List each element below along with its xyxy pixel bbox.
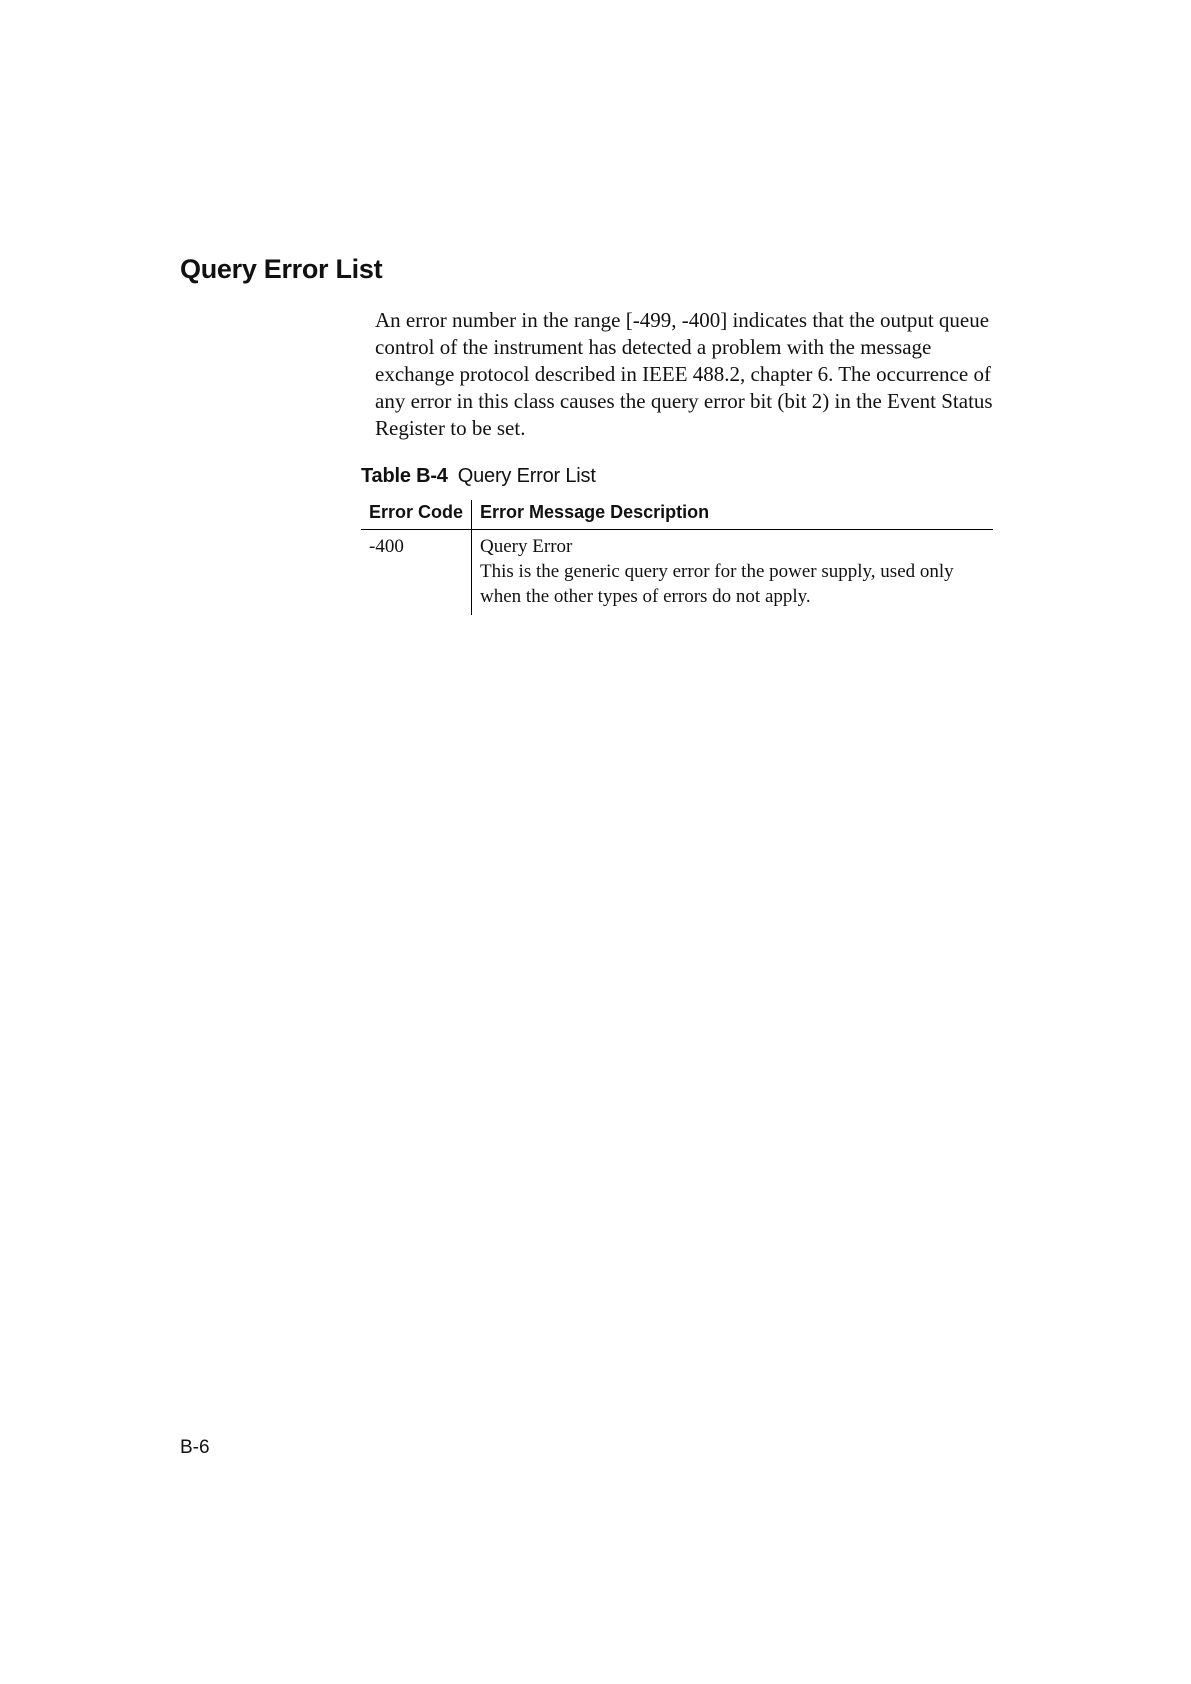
table-row (361, 530, 993, 616)
table-header-row (361, 500, 993, 530)
section-title: Query Error List (180, 254, 383, 284)
error-message-detail: This is the generic query error for the power supply, used only when the other types of errors do not apply. (480, 561, 954, 607)
error-message-name: Query Error (480, 536, 573, 557)
cell-error-code: -400 (369, 536, 404, 557)
query-error-table (361, 500, 993, 615)
page-number: B-6 (180, 1437, 210, 1458)
cell-error-description (472, 530, 993, 616)
table-caption-title: Query Error List (457, 465, 596, 487)
header-error-code: Error Code (361, 500, 472, 530)
section-body-paragraph: An error number in the range [-499, -400] indicates that the output queue control of the instrument has detected a problem with the message exchange protocol described in IEEE 488.2, chapter 6. The occurrence of any error in this class causes the query error bit (bit 2) in the Event Status Register to be set. (375, 308, 993, 440)
header-error-description: Error Message Description (472, 500, 993, 530)
table-caption-label: Table B-4 (361, 465, 448, 487)
table-caption (361, 464, 596, 488)
